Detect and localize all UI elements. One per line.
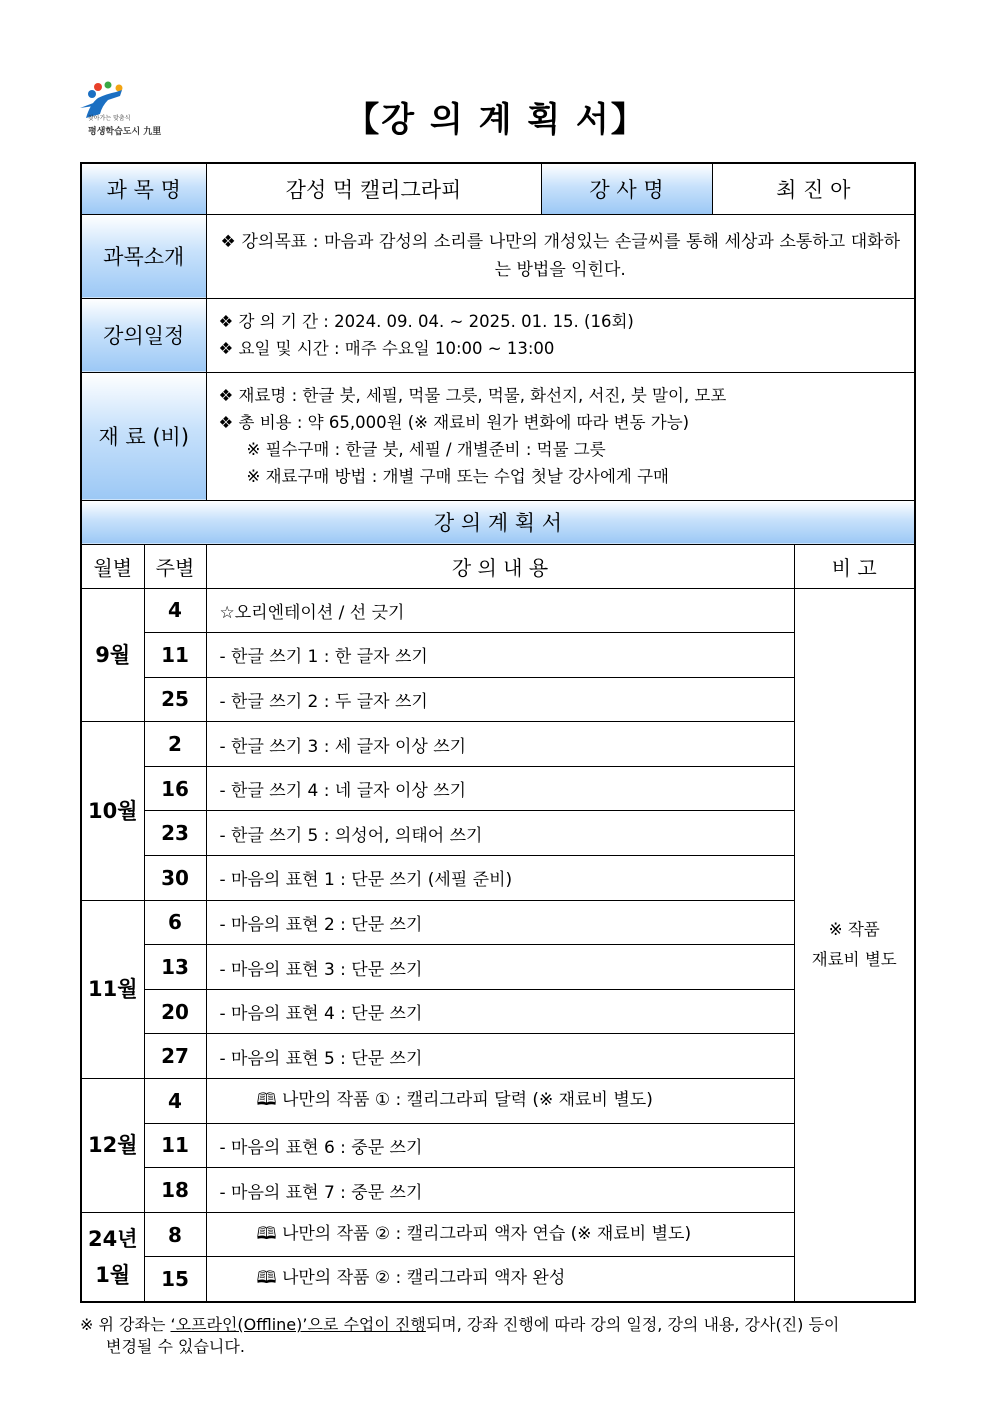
schedule-period: ❖ 강 의 기 간 : 2024. 09. 04. ~ 2025. 01. 15. (16회) [218,312,634,331]
subject-value: 감성 먹 캘리그라피 [206,163,541,214]
intro-text: ❖ 강의목표 : 마음과 감성의 소리를 나만의 개성있는 손글씨를 통해 세상과 소통하고 대화하는 방법을 익힌다. [206,214,915,298]
lesson-content: 🕮 나만의 작품 ② : 캘리그라피 액자 연습 (※ 재료비 별도) [206,1212,794,1257]
month-cell: 10월 [81,722,144,900]
footer-underlined: ‘오프라인(Offline)’으로 수업이 진행 [170,1315,426,1334]
lesson-content: - 마음의 표현 3 : 단문 쓰기 [206,945,794,990]
month-cell: 9월 [81,588,144,722]
lesson-content: 🕮 나만의 작품 ② : 캘리그라피 액자 완성 [206,1257,794,1302]
week-cell: 18 [144,1168,206,1213]
week-cell: 13 [144,945,206,990]
col-week-header: 주별 [144,544,206,588]
schedule-row [81,677,915,722]
week-cell: 11 [144,1123,206,1168]
footer-line2: 변경될 수 있습니다. [106,1337,245,1356]
lesson-content: - 마음의 표현 7 : 중문 쓰기 [206,1168,794,1213]
schedule-row [81,811,915,856]
month-cell: 24년 1월 [81,1212,144,1301]
week-cell: 20 [144,989,206,1034]
col-note-header: 비 고 [794,544,915,588]
week-cell: 2 [144,722,206,767]
lecture-plan-table [80,162,916,1303]
schedule-row [81,900,915,945]
week-cell: 30 [144,856,206,901]
schedule-label: 강의일정 [81,298,206,372]
lesson-content: - 마음의 표현 5 : 단문 쓰기 [206,1034,794,1079]
week-cell: 11 [144,633,206,678]
schedule-row [81,1034,915,1079]
materials-purchase: ※ 재료구매 방법 : 개별 구매 또는 수업 첫날 강사에게 구매 [246,467,669,486]
lesson-content: - 마음의 표현 2 : 단문 쓰기 [206,900,794,945]
materials-list: ❖ 재료명 : 한글 붓, 세필, 먹물 그릇, 먹물, 화선지, 서진, 붓 말이, 모포 [218,386,727,405]
schedule-row [81,633,915,678]
footer-prefix: ※ 위 강좌는 [80,1315,171,1334]
logo-tagline: 찾아가는 맞춤식 [88,115,131,122]
week-cell: 8 [144,1212,206,1257]
plan-rows [81,588,915,1302]
lesson-content: 🕮 나만의 작품 ① : 캘리그라피 달력 (※ 재료비 별도) [206,1079,794,1124]
lesson-content: - 한글 쓰기 3 : 세 글자 이상 쓰기 [206,722,794,767]
footer-note [80,1314,916,1358]
lesson-content: - 마음의 표현 1 : 단문 쓰기 (세필 준비) [206,856,794,901]
week-cell: 4 [144,588,206,633]
intro-label: 과목소개 [81,214,206,298]
schedule-row [81,766,915,811]
schedule-row [81,1168,915,1213]
lesson-content: - 마음의 표현 4 : 단문 쓰기 [206,989,794,1034]
plan-section-title: 강 의 계 획 서 [81,500,915,544]
schedule-time: ❖ 요일 및 시간 : 매주 수요일 10:00 ~ 13:00 [218,339,555,358]
lesson-content: - 한글 쓰기 5 : 의성어, 의태어 쓰기 [206,811,794,856]
lesson-content: ☆오리엔테이션 / 선 긋기 [206,588,794,633]
schedule-row [81,1212,915,1257]
schedule-row [81,1079,915,1124]
schedule-row [81,945,915,990]
month-cell: 11월 [81,900,144,1078]
schedule-row [81,856,915,901]
col-content-header: 강 의 내 용 [206,544,794,588]
logo-name: 평생학습도시 九里 [88,127,162,137]
week-cell: 23 [144,811,206,856]
schedule-row [81,1123,915,1168]
note-cell: ※ 작품 재료비 별도 [794,588,915,1302]
instructor-label: 강 사 명 [541,163,712,214]
materials-required: ※ 필수구매 : 한글 붓, 세필 / 개별준비 : 먹물 그릇 [246,440,606,459]
page-title: 【강 의 계 획 서】 [345,100,647,140]
week-cell: 25 [144,677,206,722]
schedule-row [81,1257,915,1302]
week-cell: 4 [144,1079,206,1124]
week-cell: 27 [144,1034,206,1079]
materials-label: 재 료 (비) [81,372,206,500]
instructor-value: 최 진 아 [712,163,915,214]
week-cell: 6 [144,900,206,945]
materials-cost: ❖ 총 비용 : 약 65,000원 (※ 재료비 원가 변화에 따라 변동 가능) [218,413,690,432]
lesson-content: - 마음의 표현 6 : 중문 쓰기 [206,1123,794,1168]
materials-text [206,372,915,500]
lesson-content: - 한글 쓰기 2 : 두 글자 쓰기 [206,677,794,722]
schedule-text [206,298,915,372]
schedule-row [81,588,915,633]
month-cell: 12월 [81,1079,144,1213]
week-cell: 16 [144,766,206,811]
lesson-content: - 한글 쓰기 4 : 네 글자 이상 쓰기 [206,766,794,811]
lesson-content: - 한글 쓰기 1 : 한 글자 쓰기 [206,633,794,678]
week-cell: 15 [144,1257,206,1302]
schedule-row [81,722,915,767]
footer-suffix: 되며, 강좌 진행에 따라 강의 일정, 강의 내용, 강사(진) 등이 [425,1315,840,1334]
schedule-row [81,989,915,1034]
col-month-header: 월별 [81,544,144,588]
subject-label: 과 목 명 [81,163,206,214]
